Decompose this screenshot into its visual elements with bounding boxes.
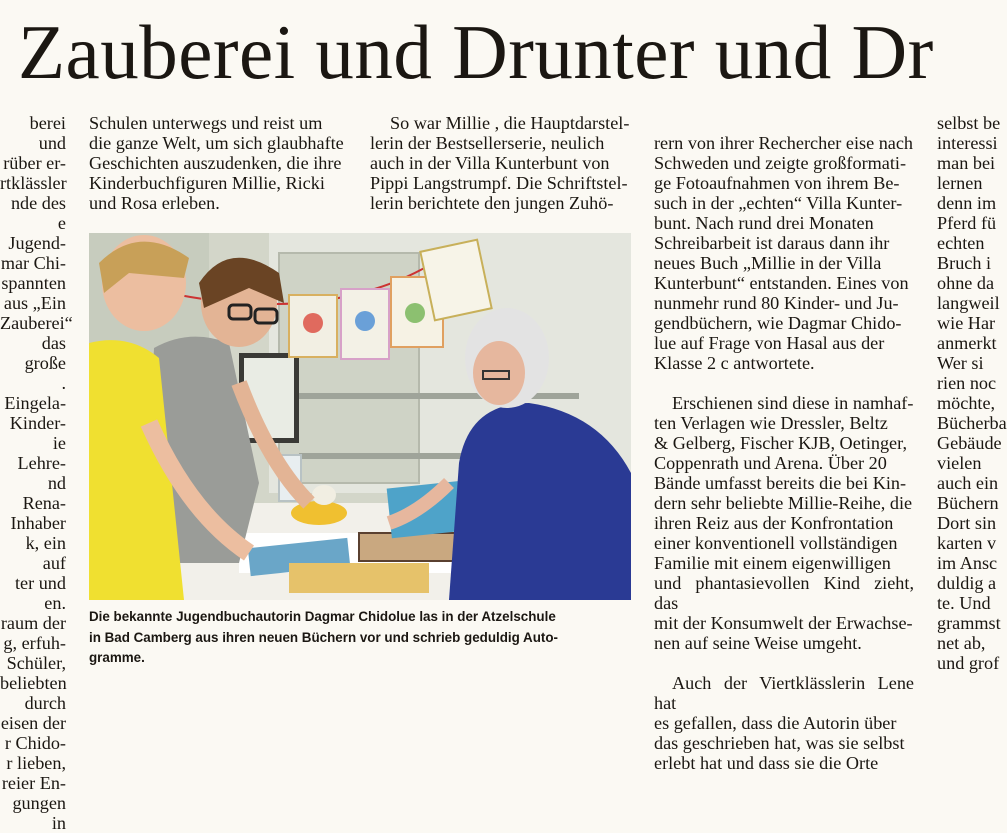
article-column-left-fragment: berei und rüber er- rtklässler nde des e Jugend- mar Chi- spannten aus „Ein Zauberei“ das große . Eingela- Kinder- ie Lehre- nd Rena- Inhaber k, ein auf ter und en. raum der g, erfuh- Schüler, beliebten durch eisen der r Chido- r lieben, reier En- gungen in — [0, 113, 73, 833]
paragraph: Auch der Viertklässlerin Lene hat es gefallen, dass die Autorin über das geschrieben hat, was sie selbst erlebt hat und dass sie die Orte — [654, 673, 914, 773]
article-column-right-fragment: selbst be interessi man bei lernen denn im Pferd fü echten Bruch i ohne da langweil wie Har anmerkt Wer si rien noc möchte, Bücherba Gebäude vielen auch ein Büchern Dort sin karten v im Ansc duldig a te. Und grammst net ab, und grof — [937, 113, 1007, 673]
paragraph: rern von ihrer Rechercher eise nach Schweden und zeigte großformati- ge Fotoaufnahmen von ihrem Be- such in der „echten“ Villa Kunter- bunt. Nach rund drei Monaten Schreibarbeit ist daraus dann ihr neues Buch „Millie in der Villa Kunterbunt“ entstanden. Eines von nunmehr rund 80 Kinder- und Ju- gendbüchern, wie Dagmar Chido- lue auf Frage von Hasal aus der Klasse 2 c antwortete. — [654, 133, 914, 373]
article-column-3 — [654, 113, 914, 773]
paragraph: Erschienen sind diese in namhaf- ten Verlagen wie Dressler, Beltz & Gelberg, Fischer KJB, Oetinger, Coppenrath und Arena. Über 20 Bände umfasst bereits die bei Kin- dern sehr beliebte Millie-Reihe, die ihren Reiz aus der Konfrontation einer konventionell vollständigen Familie mit einem eigenwilligen und phantasievollen Kind zieht, das mit der Konsumwelt der Erwachse- nen auf seine Weise umgeht. — [654, 393, 914, 653]
article-photo — [89, 233, 631, 600]
classroom-reading-photo — [89, 233, 631, 600]
article-column-1: Schulen unterwegs und reist um die ganze Welt, um sich glaubhafte Geschichten auszudenken, die ihre Kinderbuchfiguren Millie, Ricki und Rosa erleben. — [89, 113, 344, 213]
headline: Zauberei und Drunter und Dr — [18, 9, 934, 95]
article-column-2: So war Millie , die Hauptdarstel- lerin der Bestsellerserie, neulich auch in der Villa Kunterbunt von Pippi Langstrumpf. Die Schriftstel- lerin berichtete den jungen Zuhö- — [370, 113, 630, 213]
photo-caption: Die bekannte Jugendbuchautorin Dagmar Chidolue las in der Atzelschule in Bad Camberg aus ihren neuen Büchern vor und schrieb geduldig Auto- gramme. — [89, 609, 558, 665]
